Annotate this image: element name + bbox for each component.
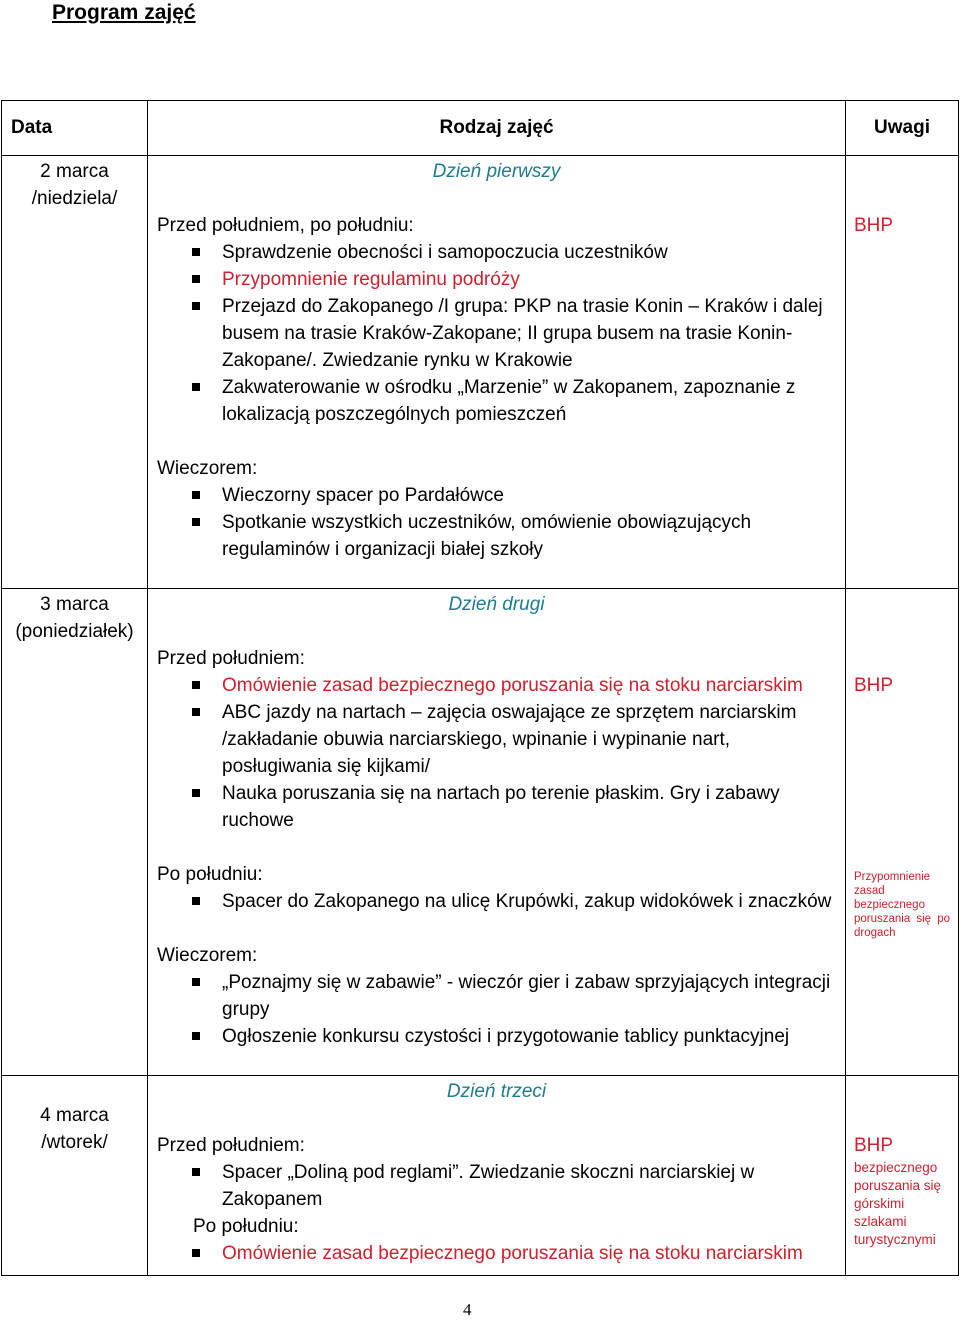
period-label: Wieczorem: xyxy=(157,945,258,966)
period-label: Przed południem: xyxy=(157,1135,305,1156)
list-item: Przejazd do Zakopanego /I grupa: PKP na trasie Konin – Kraków i dalej busem na trasie Kraków-Zakopane; II grupa busem na trasie Konin-Zakopane/. Zwiedzanie rynku w Krakowie xyxy=(156,293,837,374)
header-activity-type: Rodzaj zajęć xyxy=(148,101,846,156)
list-item: Omówienie zasad bezpiecznego poruszania się na stoku narciarskim xyxy=(156,672,837,699)
table-row-day1 xyxy=(2,156,959,589)
table-header-row xyxy=(2,101,959,156)
date-cell-day1 xyxy=(2,156,148,589)
note-mountain-trails: bezpiecznego poruszania się górskimi szlakami turystycznymi xyxy=(854,1160,942,1247)
list-item: Zakwaterowanie w ośrodku „Marzenie” w Zakopanem, zapoznanie z lokalizacją poszczególnych pomieszczeń xyxy=(156,374,837,428)
list-item: Wieczorny spacer po Pardałówce xyxy=(156,482,837,509)
day-heading-1: Dzień pierwszy xyxy=(432,161,561,182)
list-item: Ogłoszenie konkursu czystości i przygotowanie tablicy punktacyjnej xyxy=(156,1023,837,1050)
period-label: Wieczorem: xyxy=(157,458,258,479)
list-item: Spacer „Doliną pod reglami”. Zwiedzanie skoczni narciarskiej w Zakopanem xyxy=(156,1159,837,1213)
list-item: Spotkanie wszystkich uczestników, omówienie obowiązujących regulaminów i organizacji białej szkoły xyxy=(156,509,837,563)
notes-day2 xyxy=(846,589,959,1076)
period-label: Po południu: xyxy=(157,864,263,885)
date-cell-day2 xyxy=(2,589,148,1076)
date-day3: 4 marca xyxy=(40,1105,109,1126)
list-item: Sprawdzenie obecności i samopoczucia uczestników xyxy=(156,239,837,266)
activities-day2 xyxy=(148,589,846,1076)
list-item: ABC jazdy na nartach – zajęcia oswajające ze sprzętem narciarskim /zakładanie obuwia narciarskiego, wpinanie i wypinanie nart, posługiwania się kijkami/ xyxy=(156,699,837,780)
page-number: 4 xyxy=(463,1300,472,1319)
day-heading-3: Dzień trzeci xyxy=(446,1081,547,1102)
page-title: Program zajęć xyxy=(52,1,196,24)
list-item: Przypomnienie regulaminu podróży xyxy=(156,266,837,293)
date-cell-day3 xyxy=(2,1076,148,1276)
table-row-day2 xyxy=(2,589,959,1076)
note-bhp: BHP xyxy=(854,675,894,696)
day-heading-2: Dzień drugi xyxy=(448,594,545,615)
list-item: „Poznajmy się w zabawie” - wieczór gier i zabaw sprzyjających integracji grupy xyxy=(156,969,837,1023)
period-label: Przed południem: xyxy=(157,648,305,669)
header-date: Data xyxy=(2,101,148,156)
weekday-day2: (poniedziałek) xyxy=(15,621,134,642)
list-item: Spacer do Zakopanego na ulicę Krupówki, zakup widokówek i znaczków xyxy=(156,888,837,915)
activities-day1 xyxy=(148,156,846,589)
program-table xyxy=(1,100,959,1276)
date-day1: 2 marca xyxy=(40,161,109,182)
header-notes: Uwagi xyxy=(846,101,959,156)
weekday-day1: /niedziela/ xyxy=(31,188,118,209)
period-label: Po południu: xyxy=(193,1216,299,1237)
activities-day3 xyxy=(148,1076,846,1276)
notes-day1 xyxy=(846,156,959,589)
date-day2: 3 marca xyxy=(40,594,109,615)
note-road-safety: Przypomnienie zasad bezpiecznego poruszania się po drogach xyxy=(854,871,950,939)
weekday-day3: /wtorek/ xyxy=(41,1132,108,1153)
list-item: Omówienie zasad bezpiecznego poruszania się na stoku narciarskim xyxy=(156,1240,837,1267)
note-bhp: BHP xyxy=(854,215,894,236)
note-bhp: BHP xyxy=(854,1135,894,1156)
list-item: Nauka poruszania się na nartach po terenie płaskim. Gry i zabawy ruchowe xyxy=(156,780,837,834)
period-label: Przed południem, po południu: xyxy=(157,215,414,236)
table-row-day3 xyxy=(2,1076,959,1276)
notes-day3 xyxy=(846,1076,959,1276)
